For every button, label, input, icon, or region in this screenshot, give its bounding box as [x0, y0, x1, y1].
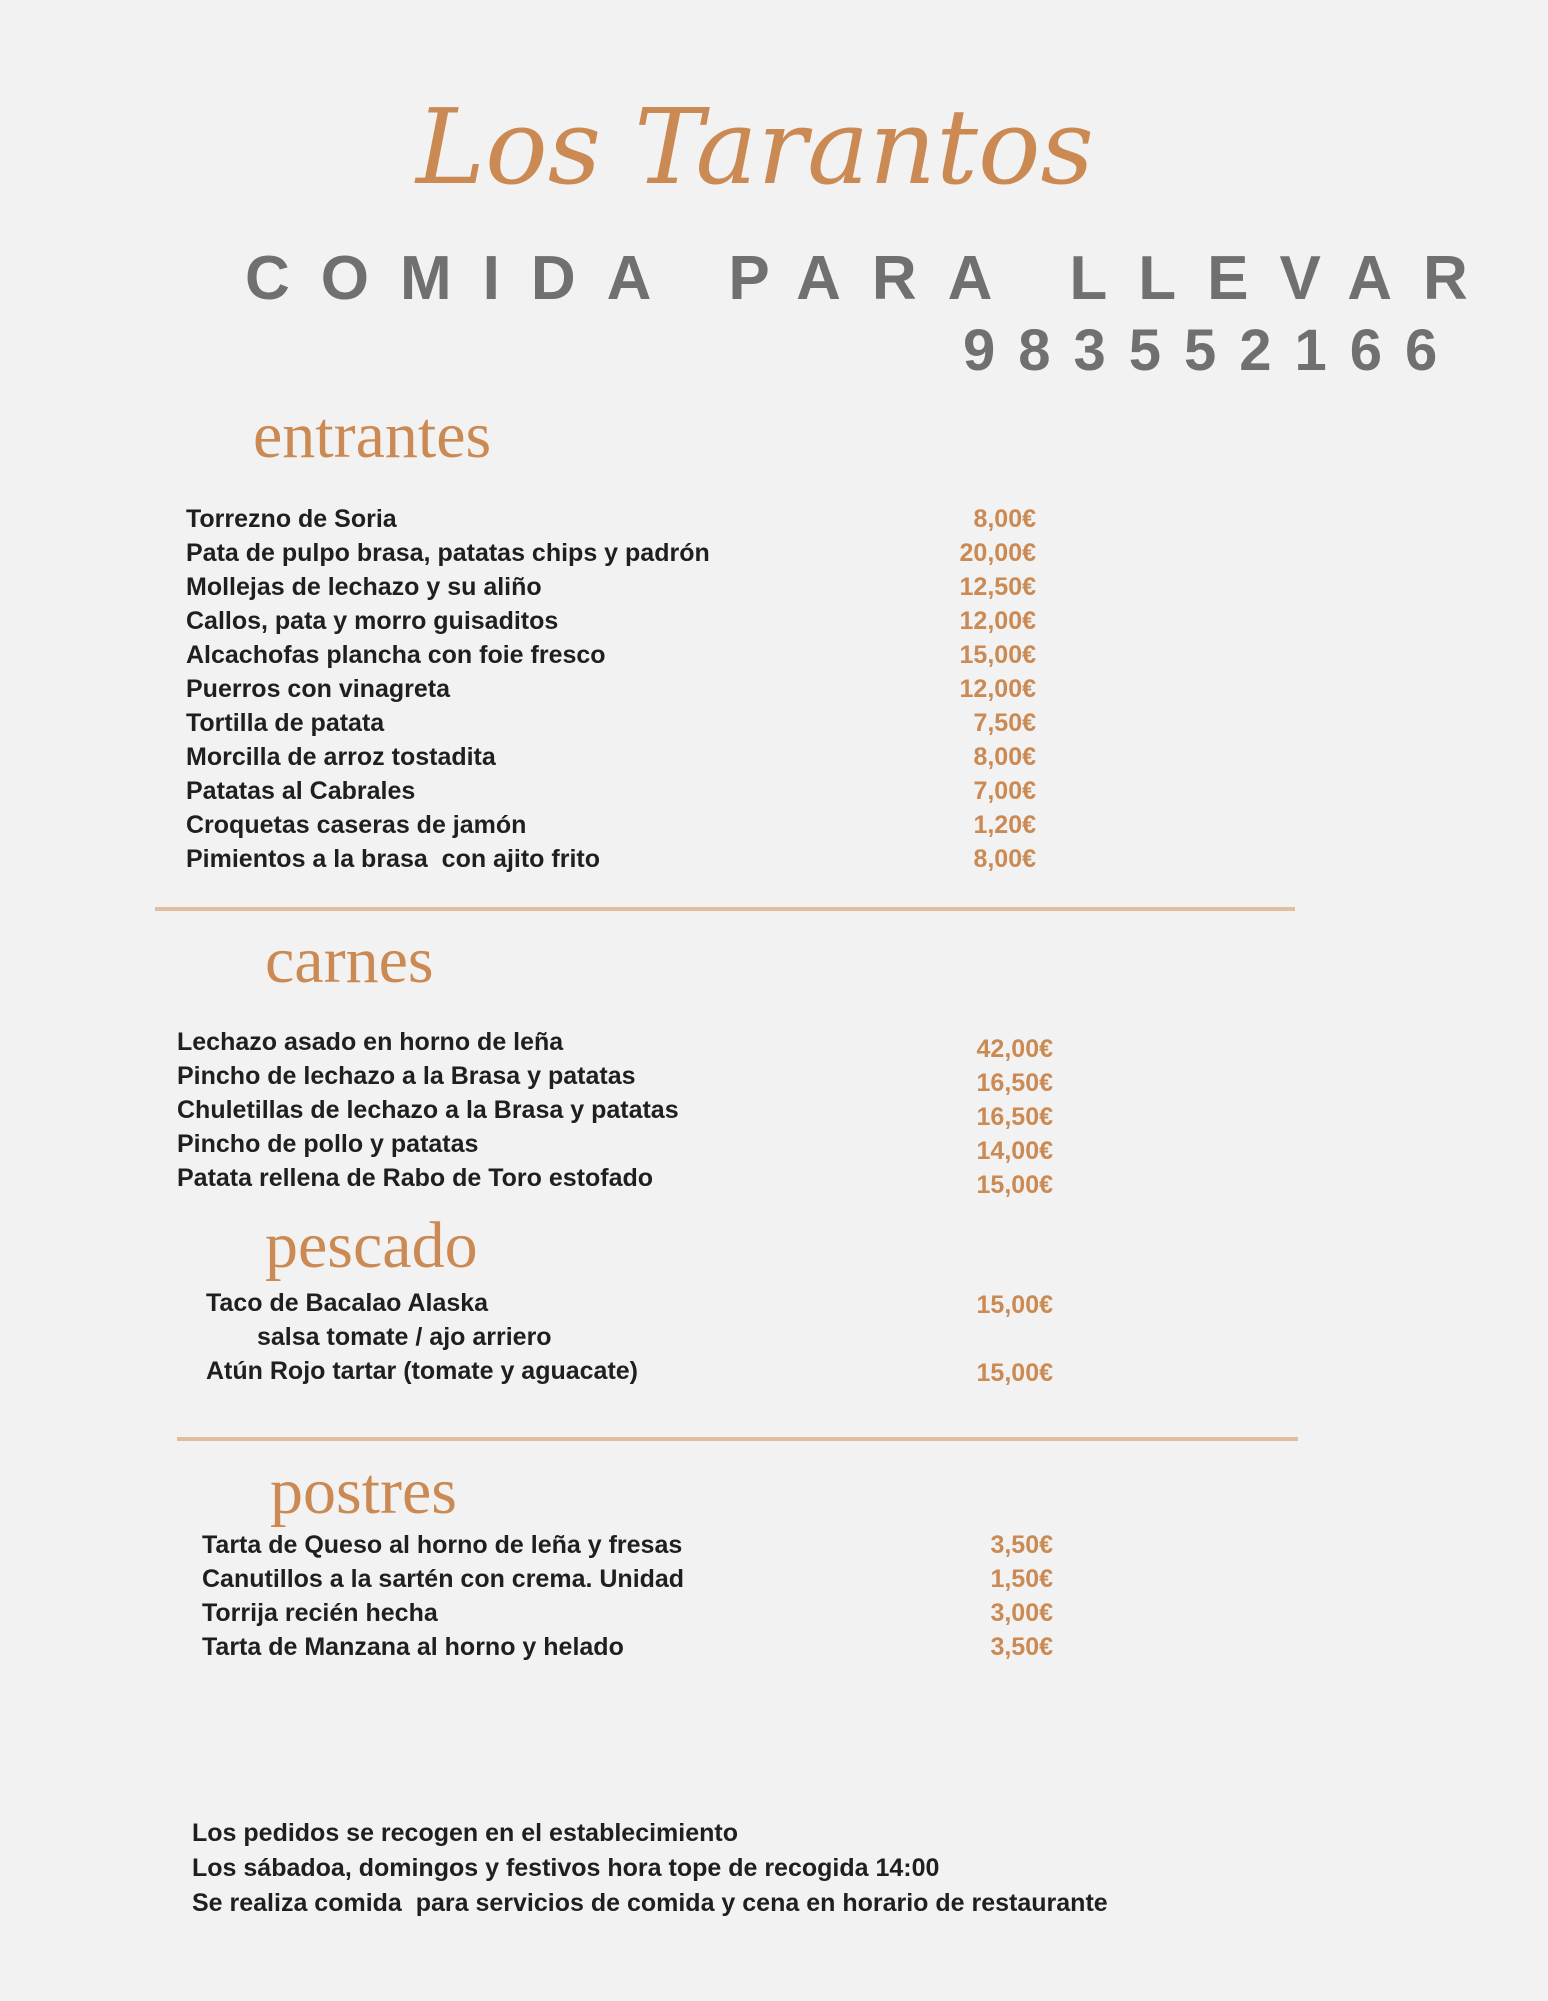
item-name: Croquetas caseras de jamón [186, 811, 527, 839]
item-name: Patatas al Cabrales [186, 777, 416, 805]
list-item [186, 842, 1036, 876]
section-title-entrantes: entrantes [253, 399, 492, 472]
list-item [186, 570, 1036, 604]
postres-list [202, 1528, 1053, 1664]
entrantes-list [186, 502, 1036, 876]
section-divider [155, 907, 1295, 911]
list-item [202, 1528, 1053, 1562]
item-name: Tortilla de patata [186, 709, 385, 737]
item-name: Pincho de lechazo a la Brasa y patatas [177, 1062, 636, 1090]
item-price: 42,00€ [976, 1035, 1053, 1063]
item-price: 7,00€ [973, 777, 1036, 805]
takeaway-subtitle: COMIDA PARA LLEVAR [245, 244, 1499, 313]
item-price: 16,50€ [976, 1069, 1053, 1097]
list-item [206, 1286, 1053, 1320]
list-item [177, 1093, 1053, 1131]
item-name: Pata de pulpo brasa, patatas chips y padrón [186, 539, 710, 567]
list-item [177, 1025, 1053, 1063]
item-name: Callos, pata y morro guisaditos [186, 607, 559, 635]
list-item [177, 1127, 1053, 1165]
note-line: Los pedidos se recogen en el establecimiento [192, 1819, 738, 1847]
item-price: 8,00€ [973, 845, 1036, 873]
item-name: Torrija recién hecha [202, 1599, 438, 1627]
item-price: 15,00€ [959, 641, 1036, 669]
list-item [186, 706, 1036, 740]
item-price: 14,00€ [976, 1137, 1053, 1165]
item-price: 8,00€ [973, 743, 1036, 771]
item-name: Patata rellena de Rabo de Toro estofado [177, 1164, 654, 1192]
list-item [186, 502, 1036, 536]
item-name: Atún Rojo tartar (tomate y aguacate) [206, 1357, 639, 1385]
item-price: 12,00€ [959, 607, 1036, 635]
item-name: Mollejas de lechazo y su aliño [186, 573, 542, 601]
list-item [177, 1059, 1053, 1097]
list-item [186, 740, 1036, 774]
list-item [186, 536, 1036, 570]
list-item [186, 638, 1036, 672]
item-name: Taco de Bacalao Alaska [206, 1289, 489, 1317]
item-price: 12,50€ [959, 573, 1036, 601]
phone-number: 983552166 [963, 318, 1461, 383]
item-name: Tarta de Queso al horno de leña y fresas [202, 1531, 683, 1559]
list-item-detail [206, 1320, 1053, 1354]
item-name: Morcilla de arroz tostadita [186, 743, 496, 771]
item-price: 3,00€ [990, 1599, 1053, 1627]
list-item [202, 1630, 1053, 1664]
item-price: 16,50€ [976, 1103, 1053, 1131]
item-name: Chuletillas de lechazo a la Brasa y patatas [177, 1096, 679, 1124]
item-price: 1,20€ [973, 811, 1036, 839]
list-item [186, 808, 1036, 842]
restaurant-title: Los Tarantos [416, 86, 1094, 208]
list-item [186, 672, 1036, 706]
item-price: 15,00€ [976, 1359, 1053, 1387]
item-price: 1,50€ [990, 1565, 1053, 1593]
item-name: Lechazo asado en horno de leña [177, 1028, 564, 1056]
item-name: Pincho de pollo y patatas [177, 1130, 479, 1158]
section-divider [177, 1437, 1298, 1441]
list-item [202, 1596, 1053, 1630]
pescado-list [206, 1286, 1053, 1388]
section-title-pescado: pescado [265, 1209, 478, 1282]
list-item [202, 1562, 1053, 1596]
carnes-list [177, 1025, 1053, 1199]
note-line: Se realiza comida para servicios de comida y cena en horario de restaurante [192, 1889, 1108, 1917]
item-price: 15,00€ [976, 1291, 1053, 1319]
item-name: Canutillos a la sartén con crema. Unidad [202, 1565, 685, 1593]
item-price: 20,00€ [959, 539, 1036, 567]
item-detail: salsa tomate / ajo arriero [257, 1323, 552, 1351]
item-name: Tarta de Manzana al horno y helado [202, 1633, 624, 1661]
item-name: Alcachofas plancha con foie fresco [186, 641, 606, 669]
footer-notes [192, 1816, 1492, 1921]
list-item [186, 604, 1036, 638]
item-price: 8,00€ [973, 505, 1036, 533]
list-item [177, 1161, 1053, 1199]
item-price: 7,50€ [973, 709, 1036, 737]
item-price: 3,50€ [990, 1633, 1053, 1661]
item-name: Torrezno de Soria [186, 505, 397, 533]
section-title-postres: postres [270, 1455, 457, 1528]
list-item [206, 1354, 1053, 1388]
item-price: 12,00€ [959, 675, 1036, 703]
item-name: Pimientos a la brasa con ajito frito [186, 845, 600, 873]
item-price: 3,50€ [990, 1531, 1053, 1559]
section-title-carnes: carnes [265, 924, 434, 997]
item-name: Puerros con vinagreta [186, 675, 450, 703]
item-price: 15,00€ [976, 1171, 1053, 1199]
list-item [186, 774, 1036, 808]
note-line: Los sábadoa, domingos y festivos hora tope de recogida 14:00 [192, 1854, 940, 1882]
